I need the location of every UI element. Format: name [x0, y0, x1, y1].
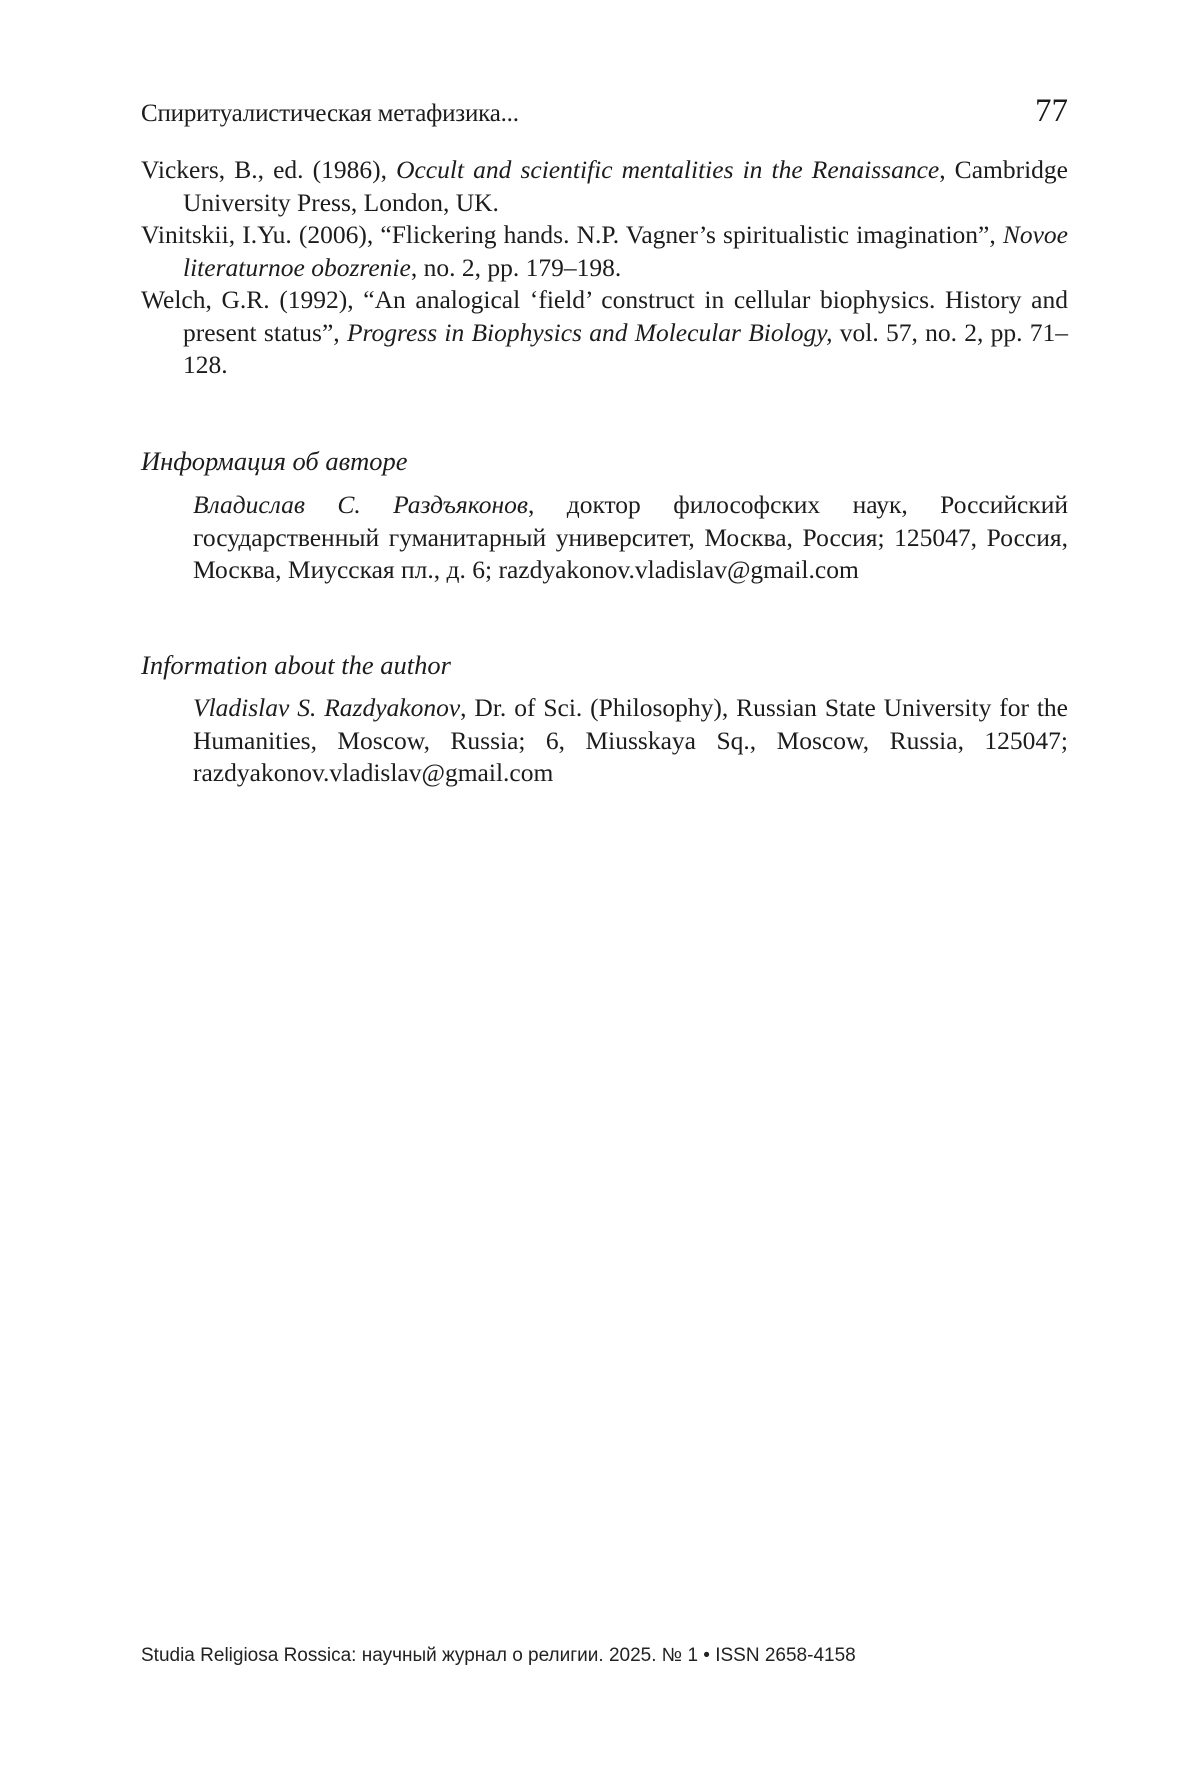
author-details-ru: , доктор философских наук, Российский государственный гуманитарный университет, Москва, Россия; 125047, Россия, Москва, Миусская пл., д. 6; razdyakonov.vladislav@gmail.com [193, 490, 1069, 584]
reference-text: Vinitskii, I.Yu. (2006), “Flickering hands. N.P. Vagner’s spiritualistic imagination”, [141, 220, 1003, 249]
author-info-en [193, 692, 1068, 790]
running-title: Спиритуалистическая метафизика... [141, 100, 519, 127]
running-head [141, 88, 1068, 132]
reference-item [141, 284, 1068, 382]
reference-text: Welch, G.R. (1992), “An analogical ‘field’ construct in cellular biophysics. History and present status”, [141, 285, 1068, 347]
author-info-heading-en: Information about the author [141, 650, 451, 680]
author-name-ru: Владислав С. Раздъяконов [193, 490, 528, 519]
reference-text: Vickers, B., ed. (1986), [141, 155, 397, 184]
reference-text: vol. 57, no. 2, pp. 71–128. [183, 317, 1069, 379]
reference-text: , no. 2, pp. 179–198. [410, 252, 622, 282]
reference-list [141, 154, 1068, 382]
reference-item [141, 219, 1068, 284]
reference-item [141, 154, 1068, 219]
reference-source-title: Occult and scientific mentalities in the Renaissance [396, 155, 940, 184]
reference-text: , Cambridge University Press, London, UK. [183, 155, 1068, 217]
author-details-en: , Dr. of Sci. (Philosophy), Russian State University for the Humanities, Moscow, Russia; 6, Miusskaya Sq., Moscow, Russia, 125047; razdyakonov.vladislav@gmail.com [193, 693, 1068, 787]
page-number: 77 [1035, 93, 1068, 129]
author-info-ru [193, 489, 1068, 587]
reference-source-title: Novoe literaturnoe obozrenie [183, 220, 1068, 282]
journal-footer: Studia Religiosa Rossica: научный журнал о религии. 2025. № 1 • ISSN 2658-4158 [141, 1645, 856, 1666]
author-info-heading-ru: Информация об авторе [141, 446, 408, 476]
reference-source-title: Progress in Biophysics and Molecular Biology, [346, 317, 833, 347]
author-name-en: Vladislav S. Razdyakonov [193, 693, 461, 722]
